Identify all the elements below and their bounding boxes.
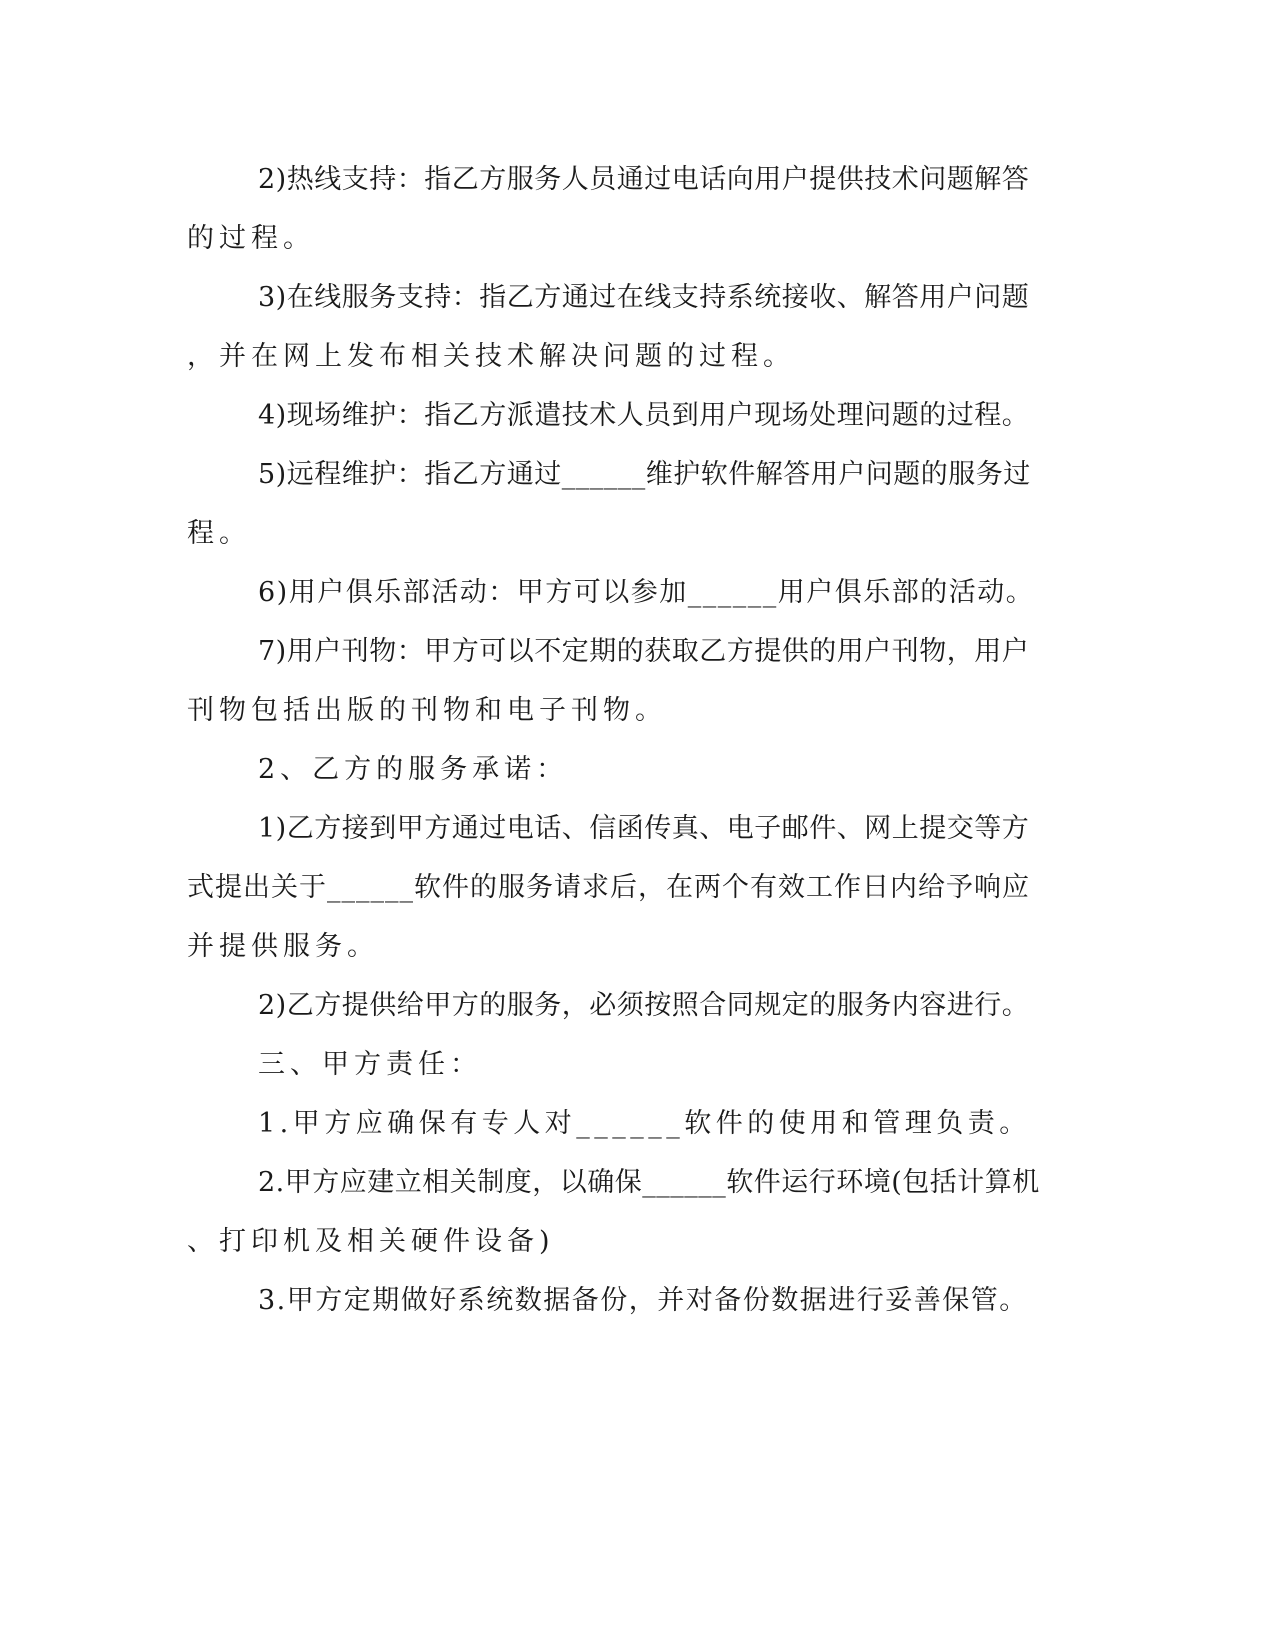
paragraph-line: 1.甲方应确保有专人对______软件的使用和管理负责。: [258, 1108, 1031, 1139]
paragraph-line: 并提供服务。: [187, 931, 379, 962]
paragraph-line: 6)用户俱乐部活动：甲方可以参加______用户俱乐部的活动。: [258, 577, 1035, 608]
section-heading: 2、乙方的服务承诺：: [258, 754, 569, 785]
paragraph-line: 的过程。: [187, 223, 315, 254]
paragraph-line: 1)乙方接到甲方通过电话、信函传真、电子邮件、网上提交等方: [258, 813, 1030, 844]
paragraph-line: 3)在线服务支持：指乙方通过在线支持系统接收、解答用户问题: [258, 282, 1030, 313]
paragraph-line: 5)远程维护：指乙方通过______维护软件解答用户问题的服务过: [258, 459, 1031, 490]
paragraph-line: 7)用户刊物：甲方可以不定期的获取乙方提供的用户刊物，用户: [258, 636, 1030, 667]
paragraph-line: 2)乙方提供给甲方的服务，必须按照合同规定的服务内容进行。: [258, 990, 1030, 1021]
paragraph-line: 、打印机及相关硬件设备): [187, 1226, 555, 1257]
paragraph-line: 2)热线支持：指乙方服务人员通过电话向用户提供技术问题解答: [258, 164, 1030, 195]
paragraph-line: 4)现场维护：指乙方派遣技术人员到用户现场处理问题的过程。: [258, 400, 1030, 431]
paragraph-line: 2.甲方应建立相关制度，以确保______软件运行环境(包括计算机: [258, 1167, 1040, 1198]
section-heading: 三、甲方责任：: [258, 1049, 482, 1080]
paragraph-line: 刊物包括出版的刊物和电子刊物。: [187, 695, 667, 726]
paragraph-line: 3.甲方定期做好系统数据备份，并对备份数据进行妥善保管。: [258, 1285, 1028, 1316]
paragraph-line: 程。: [187, 518, 251, 549]
paragraph-line: 式提出关于______软件的服务请求后，在两个有效工作日内给予响应: [187, 872, 1030, 903]
paragraph-line: ，并在网上发布相关技术解决问题的过程。: [187, 341, 795, 372]
